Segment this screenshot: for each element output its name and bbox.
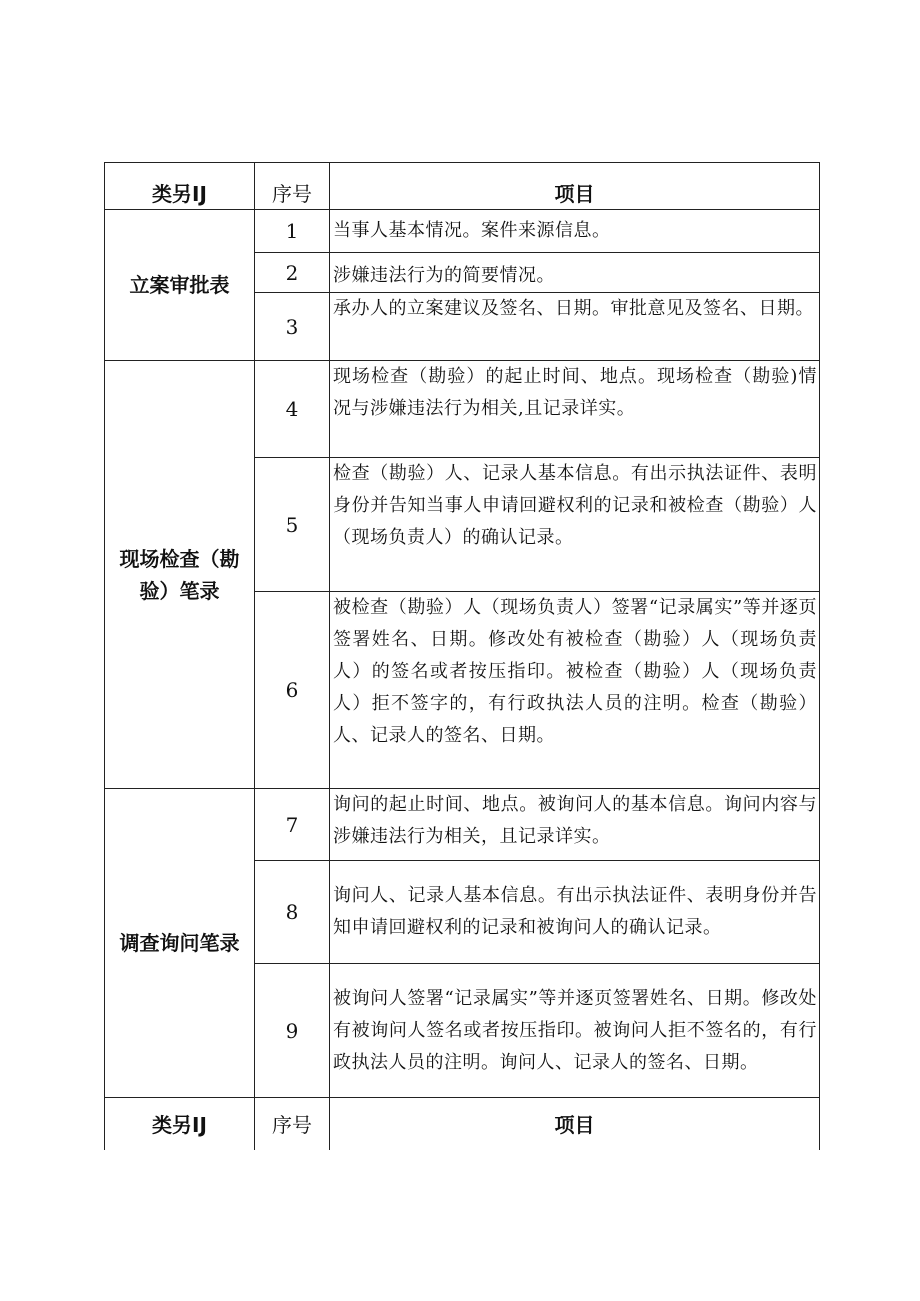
- row-number: 9: [255, 964, 330, 1098]
- row-number: 5: [255, 458, 330, 592]
- row-item: 询问的起止时间、地点。被询问人的基本信息。询问内容与涉嫌违法行为相关，且记录详实。: [330, 789, 820, 861]
- row-number: 8: [255, 861, 330, 964]
- header-item: 项目: [330, 163, 820, 210]
- table-row: [105, 789, 820, 861]
- row-item: 被检查（勘验）人（现场负责人）签署“记录属实”等并逐页签署姓名、日期。修改处有被检查（勘验）人（现场负责人）的签名或者按压指印。被检查（勘验）人（现场负责人）拒不签字的，有行政执法人员的注明。检查（勘验）人、记录人的签名、日期。: [330, 592, 820, 789]
- row-number: 4: [255, 361, 330, 458]
- row-item: 现场检查（勘验）的起止时间、地点。现场检查（勘验)情况与涉嫌违法行为相关,且记录详实。: [330, 361, 820, 458]
- review-checklist-table: [104, 162, 820, 1150]
- row-number: 3: [255, 293, 330, 361]
- table-header-row: [105, 163, 820, 210]
- table-row: [105, 210, 820, 253]
- header-number: 序号: [255, 1098, 330, 1150]
- row-number: 6: [255, 592, 330, 789]
- row-number: 2: [255, 253, 330, 293]
- row-item: 检查（勘验）人、记录人基本信息。有出示执法证件、表明身份并告知当事人申请回避权利的记录和被检查（勘验）人（现场负责人）的确认记录。: [330, 458, 820, 592]
- category-cell: 现场检查（勘验）笔录: [105, 361, 255, 789]
- header-item: 项目: [330, 1098, 820, 1150]
- row-item: 承办人的立案建议及签名、日期。审批意见及签名、日期。: [330, 293, 820, 361]
- header-category: 类另IJ: [105, 163, 255, 210]
- row-number: 7: [255, 789, 330, 861]
- row-item: 当事人基本情况。案件来源信息。: [330, 210, 820, 253]
- header-number: 序号: [255, 163, 330, 210]
- row-number: 1: [255, 210, 330, 253]
- row-item: 询问人、记录人基本信息。有出示执法证件、表明身份并告知申请回避权利的记录和被询问人的确认记录。: [330, 861, 820, 964]
- row-item: 涉嫌违法行为的简要情况。: [330, 253, 820, 293]
- row-item: 被询问人签署“记录属实”等并逐页签署姓名、日期。修改处有被询问人签名或者按压指印。被询问人拒不签名的，有行政执法人员的注明。询问人、记录人的签名、日期。: [330, 964, 820, 1098]
- table-row: [105, 361, 820, 458]
- category-cell: 立案审批表: [105, 210, 255, 361]
- repeated-header-row: [105, 1098, 820, 1150]
- category-cell: 调查询问笔录: [105, 789, 255, 1098]
- header-category: 类另IJ: [105, 1098, 255, 1150]
